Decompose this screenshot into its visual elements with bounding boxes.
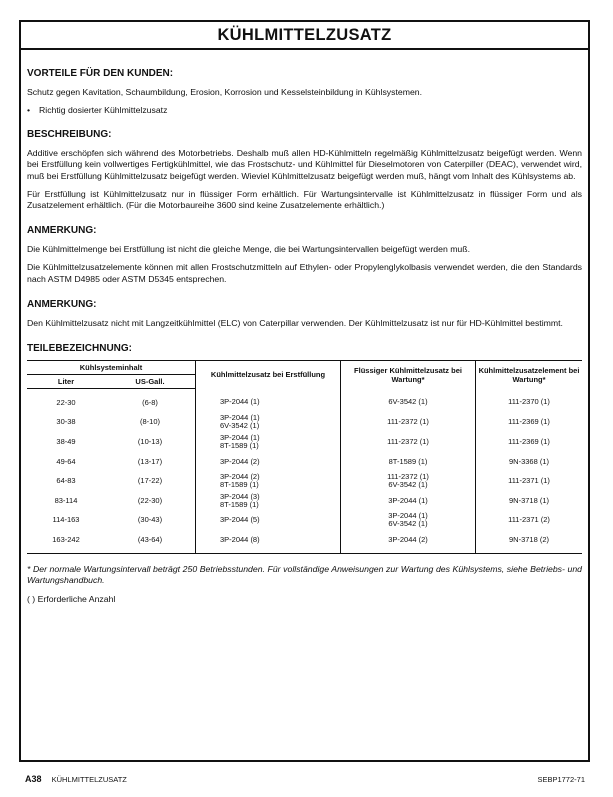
cell-erstfuellung-line: 8T-1589 (1) (220, 499, 259, 509)
cell-erstfuellung (196, 511, 341, 531)
cell-fluessig-line: 111-2372 (1) (387, 436, 429, 446)
document-content (21, 68, 588, 604)
cell-element: 111-2370 (1) (476, 389, 583, 413)
cell-liter: 83-114 (54, 495, 78, 505)
cell-usgal: (10-13) (137, 436, 163, 446)
cell-fluessig-line: 6V-3542 (1) (388, 480, 428, 490)
cell-fluessig (341, 413, 476, 433)
cell-erstfuellung (196, 413, 341, 433)
cell-erstfuellung-line: 3P-2044 (2) (220, 472, 260, 481)
cell-fluessig (341, 389, 476, 413)
cell-erstfuellung-line: 8T-1589 (1) (220, 441, 259, 451)
bullet-dot-icon: • (27, 105, 31, 116)
header-erstfuellung: Kühlmittelzusatz bei Erstfüllung (196, 361, 341, 389)
cell-erstfuellung-line: 3P-2044 (3) (220, 491, 260, 501)
header-kuehlsysteminhalt: Kühlsysteminhalt (79, 363, 143, 373)
cell-usgal: (17-22) (137, 476, 163, 486)
cell-fluessig-line: 3P-2044 (1) (388, 511, 428, 521)
cell-fluessig-line: 6V-3542 (1) (388, 397, 428, 407)
cell-fluessig-line: 3P-2044 (2) (388, 534, 428, 544)
cell-liter: 64-83 (56, 476, 76, 486)
cell-element: 111-2369 (1) (476, 413, 583, 433)
cell-fluessig (341, 511, 476, 531)
cell-erstfuellung-line: 3P-2044 (1) (220, 397, 260, 407)
cell-erstfuellung (196, 491, 341, 511)
cell-liter: 22-30 (56, 397, 76, 407)
teile-heading: TEILEBEZEICHNUNG: (27, 343, 132, 355)
cell-fluessig-line: 111-2372 (1) (387, 417, 429, 427)
footnote: * Der normale Wartungsintervall beträgt 250 Betriebsstunden. Für vollständige Anweisungen zur Wartung des Kühlsystems, siehe Betriebs- und Wartungshandbuch. (27, 563, 582, 585)
beschreibung-heading: BESCHREIBUNG: (27, 129, 112, 141)
cell-erstfuellung-line: 3P-2044 (1) (220, 432, 260, 442)
cell-erstfuellung-line: 6V-3542 (1) (220, 421, 260, 431)
cell-element: 111-2371 (2) (476, 511, 583, 531)
legend: ( ) Erforderliche Anzahl (27, 594, 116, 605)
cell-liter: 30-38 (56, 417, 76, 427)
cell-fluessig (341, 491, 476, 511)
cell-element: 9N-3718 (1) (476, 491, 583, 511)
cell-usgal: (30-43) (137, 515, 163, 525)
vorteile-heading: VORTEILE FÜR DEN KUNDEN: (27, 68, 174, 79)
table-row (27, 491, 582, 511)
cell-fluessig (341, 530, 476, 553)
cell-element: 9N-3368 (1) (476, 452, 583, 472)
document-reference: SEBP1772-71 (537, 775, 585, 784)
cell-fluessig-line: 3P-2044 (1) (388, 495, 428, 505)
anmerkung-2-paragraph: Den Kühlmittelzusatz nicht mit Langzeitkühlmittel (ELC) von Caterpillar verwenden. Der Kühlmittelzusatz ist nur für HD-Kühlmittel bestimmt. (27, 317, 563, 328)
table-row (27, 511, 582, 531)
header-element: Kühlmittelzusatzelement bei Wartung* (476, 361, 583, 389)
cell-fluessig-line: 6V-3542 (1) (388, 519, 428, 529)
vorteile-bullet-text: Richtig dosierter Kühlmittelzusatz (39, 105, 168, 116)
beschreibung-paragraph-1: Additive erschöpfen sich während des Motorbetriebs. Deshalb muß allen HD-Kühlmitteln regelmäßig Kühlmittelzusatz beigefügt werden. Wenn bei Erstfüllung kein vollwertiges Fertigkühlmittel, wie das Frostschutz- und Kühlmittel für Dieselmotoren von Caterpiller (DEAC), verwendet wird, muß bei Erstfüllung Kühlmittelzusatz beigefügt werden. Wieviel Kühlmittelzusatz beigefügt werden muß, hängt vom Inhalt des Kühlsystems ab. (27, 148, 582, 181)
cell-fluessig (341, 471, 476, 491)
header-usgal: US-Gall. (105, 375, 196, 389)
cell-liter: 38-49 (56, 436, 76, 446)
vorteile-text: Schutz gegen Kavitation, Schaumbildung, Erosion, Korrosion und Kesselsteinbildung in Kühlsystemen. (27, 87, 423, 97)
cell-erstfuellung-line: 3P-2044 (5) (220, 515, 260, 525)
cell-liter: 163-242 (52, 534, 80, 544)
parts-table (27, 360, 582, 554)
cell-erstfuellung (196, 530, 341, 553)
table-row (27, 452, 582, 472)
page-title: KÜHLMITTELZUSATZ (21, 22, 588, 50)
page-number: A38 (25, 774, 42, 784)
cell-fluessig (341, 452, 476, 472)
anmerkung-2-heading: ANMERKUNG: (27, 298, 97, 310)
anmerkung-1-paragraph-2: Die Kühlmittelzusatzelemente können mit allen Frostschutzmitteln auf Ethylen- oder Propylenglykolbasis verwendet werden, die den Standards nach ASTM D4985 oder ASTM D5345 entsprechen. (27, 262, 582, 284)
cell-usgal: (6-8) (142, 397, 158, 407)
table-row (27, 432, 582, 452)
page-footer (25, 774, 585, 784)
cell-usgal: (22-30) (137, 495, 163, 505)
cell-fluessig-line: 8T-1589 (1) (388, 456, 428, 466)
cell-usgal: (8-10) (139, 417, 160, 427)
cell-erstfuellung (196, 389, 341, 413)
cell-erstfuellung (196, 471, 341, 491)
cell-erstfuellung-line: 3P-2044 (8) (220, 534, 260, 544)
cell-usgal: (13-17) (137, 456, 163, 466)
footer-section: KÜHLMITTELZUSATZ (51, 775, 127, 784)
cell-fluessig (341, 432, 476, 452)
cell-element: 9N-3718 (2) (476, 530, 583, 553)
cell-element: 111-2369 (1) (476, 432, 583, 452)
cell-liter: 114-163 (52, 515, 80, 525)
cell-element: 111-2371 (1) (476, 471, 583, 491)
table-row (27, 530, 582, 553)
cell-erstfuellung (196, 432, 341, 452)
document-frame (19, 20, 590, 762)
table-row (27, 413, 582, 433)
parts-table-body (27, 389, 582, 554)
cell-erstfuellung-line: 3P-2044 (2) (220, 456, 260, 466)
cell-liter: 49-64 (56, 456, 76, 466)
header-fluessig: Flüssiger Kühlmittelzusatz bei Wartung* (341, 361, 476, 389)
vorteile-bullet (27, 105, 582, 116)
cell-erstfuellung-line: 8T-1589 (1) (220, 480, 259, 490)
table-row (27, 389, 582, 413)
cell-erstfuellung-line: 3P-2044 (1) (220, 413, 260, 423)
anmerkung-1-paragraph-1: Die Kühlmittelmenge bei Erstfüllung ist nicht die gleiche Menge, die bei Wartungsintervallen beigefügt werden muß. (27, 244, 470, 255)
header-liter: Liter (27, 375, 105, 389)
cell-fluessig-line: 111-2372 (1) (387, 472, 429, 481)
cell-usgal: (43-64) (137, 534, 163, 544)
table-row (27, 471, 582, 491)
cell-erstfuellung (196, 452, 341, 472)
beschreibung-paragraph-2: Für Erstfüllung ist Kühlmittelzusatz nur in flüssiger Form erhältlich. Für Wartungsintervalle ist Kühlmittelzusatz in flüssiger Form und als Zusatzelement erhältlich. (Für die Motorbaureihe 3600 sind keine Zusatzelemente erhältlich.) (27, 188, 582, 211)
anmerkung-1-heading: ANMERKUNG: (27, 225, 97, 237)
